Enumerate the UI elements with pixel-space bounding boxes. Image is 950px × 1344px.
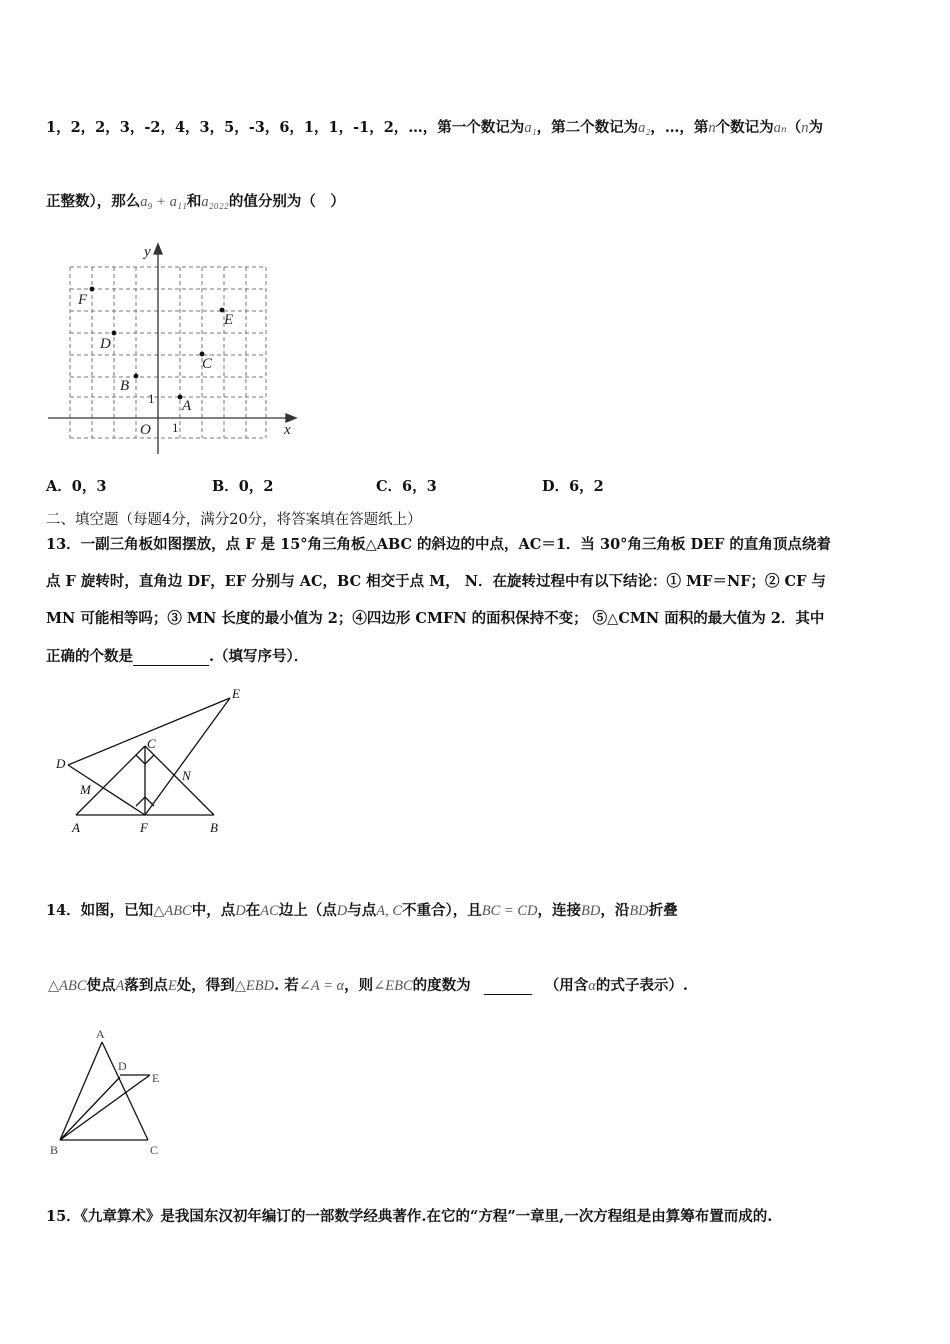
q14-text: 在 bbox=[245, 902, 261, 919]
label-y: y bbox=[144, 244, 151, 260]
math-a1: a₁ bbox=[524, 120, 537, 136]
q12-text: ，…，第 bbox=[650, 119, 709, 136]
point-b bbox=[134, 374, 139, 379]
math-triangle-abc: △ABC bbox=[153, 903, 192, 919]
q14-text: ，沿 bbox=[600, 902, 630, 919]
segment-cb bbox=[145, 746, 214, 815]
q14-text: 边上（点 bbox=[278, 902, 337, 919]
math-alpha: α bbox=[588, 978, 596, 994]
q14-text: 折叠 bbox=[648, 902, 678, 919]
math-a2: a₂ bbox=[638, 120, 651, 136]
q12-line1 bbox=[46, 116, 823, 137]
label-d: D bbox=[100, 336, 111, 352]
segment-ac bbox=[76, 746, 145, 815]
label-c: C bbox=[147, 736, 156, 751]
q14-text: 使点 bbox=[86, 977, 116, 994]
q14-text: . 若 bbox=[274, 977, 299, 994]
segment-bd bbox=[60, 1077, 120, 1140]
math-bd: BD bbox=[580, 903, 601, 919]
q13-answer-blank[interactable] bbox=[133, 648, 209, 666]
q14-line1 bbox=[46, 899, 678, 920]
label-a: A bbox=[96, 1027, 105, 1041]
q15-line1: 15．《九章算术》是我国东汉初年编订的一部数学经典著作.在它的“方程”一章里,一次方程组是由算筹布置而成的. bbox=[46, 1208, 773, 1225]
label-e: E bbox=[152, 1071, 160, 1085]
q14-text: ，则 bbox=[344, 977, 374, 994]
q13-line2: 点 F 旋转时，直角边 DF，EF 分别与 AC，BC 相交于点 M， N．在旋转过程中有以下结论：① MF＝NF；② CF 与 bbox=[46, 573, 826, 590]
q14-text: 不重合），且 bbox=[402, 902, 482, 919]
y-axis-arrow bbox=[154, 244, 162, 254]
math-angle-ebc: ∠EBC bbox=[373, 978, 413, 994]
math-expr1: a₉ + a₁₁ bbox=[140, 194, 187, 210]
q12-text: 和 bbox=[186, 193, 202, 210]
math-n: n bbox=[708, 120, 716, 136]
math-e: E bbox=[167, 978, 177, 994]
label-c: C bbox=[150, 1143, 159, 1157]
q14-text: 的式子表示）. bbox=[595, 977, 688, 994]
point-d bbox=[112, 331, 117, 336]
label-b: B bbox=[210, 820, 218, 835]
option-b[interactable]: B．0，2 bbox=[212, 478, 274, 495]
option-d[interactable]: D．6，2 bbox=[542, 478, 604, 495]
tick-y-1: 1 bbox=[148, 391, 155, 406]
q12-text: 个数记为 bbox=[715, 119, 774, 136]
label-f: F bbox=[78, 292, 88, 308]
label-b: B bbox=[120, 378, 130, 394]
q12-line2 bbox=[46, 190, 345, 211]
grid-lines bbox=[70, 267, 266, 438]
math-a: A bbox=[115, 978, 125, 994]
segment-ac bbox=[102, 1042, 148, 1140]
label-e: E bbox=[224, 312, 234, 328]
tick-x-1: 1 bbox=[172, 420, 179, 435]
coordinate-grid-figure bbox=[44, 238, 306, 458]
math-an: aₙ bbox=[773, 120, 787, 136]
label-origin: O bbox=[140, 422, 151, 438]
q14-text: （用含 bbox=[544, 977, 589, 994]
q12-sequence-text: 1，2，2，3，-2，4，3，5，-3，6，1，1，-1，2，…，第一个数记为 bbox=[46, 119, 525, 136]
label-c: C bbox=[202, 356, 213, 372]
math-triangle-ebd: △EBD bbox=[234, 978, 275, 994]
math-d2: D bbox=[336, 903, 348, 919]
option-c[interactable]: C．6，3 bbox=[376, 478, 437, 495]
q12-text: （ bbox=[786, 119, 802, 136]
label-f: F bbox=[140, 820, 148, 835]
math-bd2: BD bbox=[629, 903, 649, 919]
section-heading: 二、填空题（每题4分，满分20分，将答案填在答题纸上） bbox=[46, 512, 422, 528]
q14-answer-blank[interactable] bbox=[484, 977, 532, 995]
option-a[interactable]: A．0，3 bbox=[46, 478, 107, 495]
q14-text: 落到点 bbox=[124, 977, 168, 994]
math-n2: n bbox=[801, 120, 809, 136]
label-d: D bbox=[56, 756, 66, 771]
q13-line4 bbox=[46, 645, 308, 666]
label-a: A bbox=[72, 820, 80, 835]
math-ac: AC bbox=[260, 903, 279, 919]
math-d: D bbox=[235, 903, 246, 919]
label-m: M bbox=[80, 782, 91, 797]
math-angle-a-alpha: ∠A = α bbox=[298, 978, 345, 994]
q12-text: ，第二个数记为 bbox=[536, 119, 639, 136]
q13-line1: 13．一副三角板如图摆放，点 F 是 15°角三角板△ABC 的斜边的中点，AC＝1．当 30°角三角板 DEF 的直角顶点绕着 bbox=[46, 536, 831, 553]
q14-fold-figure bbox=[44, 1022, 174, 1162]
q14-line2 bbox=[48, 974, 688, 995]
q14-text: 中，点 bbox=[191, 902, 236, 919]
math-a-c: A, C bbox=[376, 903, 403, 919]
q12-text: 的值分别为（ ） bbox=[228, 193, 345, 210]
math-bc-eq-cd: BC = CD bbox=[481, 903, 538, 919]
label-b: B bbox=[50, 1143, 59, 1157]
q14-text: ，连接 bbox=[537, 902, 581, 919]
q14-text: 处，得到 bbox=[176, 977, 235, 994]
q14-text: 14．如图，已知 bbox=[46, 902, 154, 919]
x-axis-arrow bbox=[286, 414, 296, 422]
q13-text: .（填写序号）． bbox=[209, 648, 309, 665]
q14-text: 的度数为 bbox=[412, 977, 471, 994]
math-triangle-abc2: △ABC bbox=[48, 978, 87, 994]
q14-text: 与点 bbox=[347, 902, 377, 919]
q13-triangle-figure bbox=[50, 680, 260, 840]
label-x: x bbox=[284, 422, 291, 438]
q12-text: 为 bbox=[808, 119, 824, 136]
label-e: E bbox=[232, 686, 240, 701]
point-f bbox=[90, 287, 95, 292]
label-a: A bbox=[182, 398, 192, 414]
q13-line3: MN 可能相等吗；③ MN 长度的最小值为 2；④四边形 CMFN 的面积保持不变； ⑤△CMN 面积的最大值为 2．其中 bbox=[46, 610, 825, 627]
label-d: D bbox=[118, 1059, 127, 1073]
q13-text: 正确的个数是 bbox=[46, 648, 133, 665]
math-expr2: a₂₀₂₂ bbox=[201, 194, 229, 210]
label-n: N bbox=[182, 768, 191, 783]
q12-text: 正整数），那么 bbox=[46, 193, 141, 210]
